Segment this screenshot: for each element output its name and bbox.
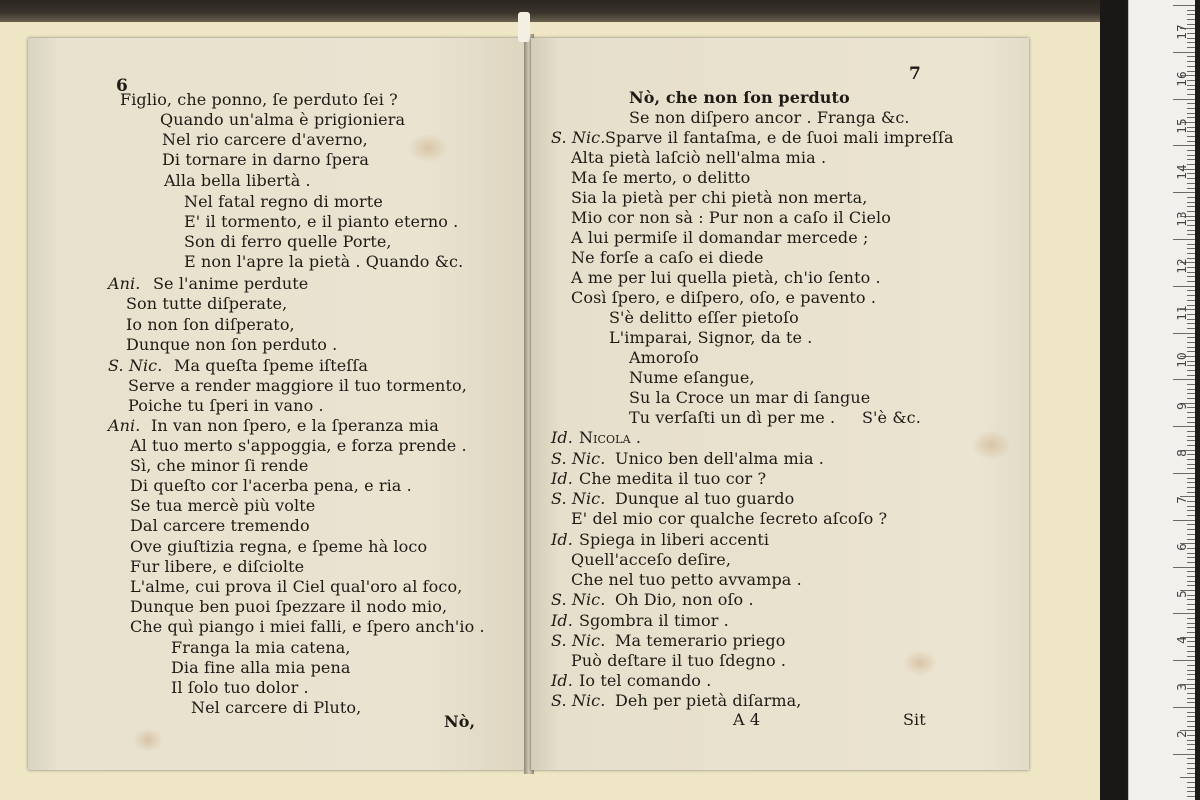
left-page: [28, 38, 526, 770]
page-number: 6: [116, 76, 128, 96]
ruler-tick: [1173, 520, 1195, 521]
ruler-tick: [1173, 5, 1195, 6]
ruler-number: 11: [1175, 305, 1189, 321]
ruler-tick: [1173, 473, 1195, 474]
ruler-number: 4: [1175, 636, 1189, 645]
speaker-label: Id.: [551, 611, 573, 630]
ruler-tick: [1173, 99, 1195, 100]
ruler-tick: [1187, 524, 1195, 525]
ruler-tick: [1187, 328, 1195, 329]
ruler-tick: [1187, 342, 1195, 343]
text-line: Nò, che non ſon perduto: [629, 88, 850, 107]
ruler-tick: [1187, 576, 1195, 577]
catchword: Nò,: [444, 712, 476, 731]
ruler-tick: [1173, 426, 1195, 427]
ruler-tick: [1187, 787, 1195, 788]
text-line: Sì, che minor ſi rende: [130, 456, 309, 475]
ruler-number: 16: [1175, 71, 1189, 87]
ruler-number: 12: [1175, 258, 1189, 274]
catchword: Sit: [903, 710, 926, 729]
text-line: Son di ferro quelle Porte,: [184, 232, 392, 251]
ruler-tick: [1187, 141, 1195, 142]
speaker-label: S. Nic.: [551, 449, 606, 468]
ruler-tick: [1187, 758, 1195, 759]
text-line: Son tutte diſperate,: [126, 294, 288, 313]
text-line: Amoroſo: [629, 348, 699, 367]
text-line: Sgombra il timor .: [579, 611, 729, 630]
text-line: Ove giuſtizia regna, e ſpeme hà loco: [130, 537, 428, 556]
ruler-tick: [1187, 155, 1195, 156]
ruler-tick: [1187, 618, 1195, 619]
ruler-tick: [1187, 248, 1195, 249]
ruler-tick: [1187, 436, 1195, 437]
text-line: A lui permiſe il domandar mercede ;: [571, 228, 869, 247]
speaker-label: Id.: [551, 671, 573, 690]
text-line: Dunque al tuo guardo: [615, 489, 795, 508]
text-line: Ma queſta ſpeme iſteſſa: [174, 356, 368, 375]
speaker-label: S. Nic.: [551, 489, 606, 508]
ruler-tick: [1187, 716, 1195, 717]
measuring-ruler: [1128, 0, 1195, 800]
text-line: Fur libere, e diſciolte: [130, 557, 305, 576]
top-shadow: [0, 0, 1110, 22]
text-line: E' del mio cor qualche ſecreto aſcoſo ?: [571, 509, 888, 528]
text-line: Il ſolo tuo dolor .: [171, 678, 309, 697]
text-line: Unico ben dell'alma mia .: [615, 449, 824, 468]
text-line: Al tuo merto s'appoggia, e forza prende .: [130, 436, 467, 455]
ruler-tick: [1187, 763, 1195, 764]
speaker-label: Ani.: [108, 416, 141, 435]
ruler-tick: [1173, 286, 1195, 287]
ruler-number: 13: [1175, 211, 1189, 227]
text-line: Figlio, che ponno, ſe perduto ſei ?: [120, 90, 398, 109]
ruler-tick: [1187, 768, 1195, 769]
ruler-tick: [1187, 796, 1195, 797]
binding-thread: [518, 12, 530, 42]
ruler-tick: [1187, 375, 1195, 376]
ruler-tick: [1187, 468, 1195, 469]
ruler-number: 3: [1175, 683, 1189, 692]
text-line: Nel fatal regno di morte: [184, 192, 383, 211]
ruler-number: 7: [1175, 496, 1189, 504]
ruler-tick: [1187, 281, 1195, 282]
text-line: Di queſto cor l'acerba pena, e ria .: [130, 476, 412, 495]
speaker-label: S. Nic.: [551, 691, 606, 710]
ruler-tick: [1187, 389, 1195, 390]
text-line: Sparve il fantaſma, e de ſuoi mali impreſſa: [605, 128, 954, 147]
ruler-tick: [1187, 384, 1195, 385]
ruler-tick: [1187, 197, 1195, 198]
text-line: Ne forſe a caſo ei diede: [571, 248, 764, 267]
text-line: Se tua mercè più volte: [130, 496, 316, 515]
ruler-number: 8: [1175, 449, 1189, 458]
ruler-tick: [1187, 300, 1195, 301]
ruler-tick: [1187, 623, 1195, 624]
text-line: Sia la pietà per chi pietà non merta,: [571, 188, 868, 207]
text-line: Serve a render maggiore il tuo tormento,: [128, 376, 467, 395]
text-line: Nicola .: [579, 428, 642, 447]
ruler-tick: [1187, 290, 1195, 291]
ruler-tick: [1187, 487, 1195, 488]
ruler-tick: [1187, 702, 1195, 703]
ruler-number: 10: [1175, 351, 1189, 368]
ruler-tick: [1187, 47, 1195, 48]
text-line: Così ſpero, e diſpero, oſo, e pavento .: [571, 288, 877, 307]
text-line: E' il tormento, e il pianto eterno .: [184, 212, 459, 231]
ruler-tick: [1187, 562, 1195, 563]
ruler-tick: [1173, 613, 1195, 614]
ruler-tick: [1187, 188, 1195, 189]
text-line: In van non ſpero, e la ſperanza mia: [151, 416, 439, 435]
speaker-label: S. Nic.: [551, 128, 606, 147]
speaker-label: Id.: [551, 530, 573, 549]
text-line: Ma ſe merto, o delitto: [571, 168, 751, 187]
ruler-tick: [1187, 10, 1195, 11]
ruler-tick: [1180, 777, 1195, 778]
speaker-label: Ani.: [108, 274, 141, 293]
ruler-tick: [1173, 192, 1195, 193]
ruler-tick: [1187, 609, 1195, 610]
text-line: Può deſtare il tuo ſdegno .: [571, 651, 787, 670]
ruler-tick: [1187, 103, 1195, 104]
text-line: Di tornare in darno ſpera: [162, 150, 370, 169]
ruler-tick: [1187, 791, 1195, 792]
text-line: Che nel tuo petto avvampa .: [571, 570, 802, 589]
text-line: Io non ſon diſperato,: [126, 315, 295, 334]
text-line: Poiche tu ſperi in vano .: [128, 396, 324, 415]
dark-background-strip: [1100, 0, 1126, 800]
text-line: Dunque ben puoi ſpezzare il nodo mio,: [130, 597, 448, 616]
text-line: Alta pietà laſciò nell'alma mia .: [571, 148, 827, 167]
ruler-number: 5: [1175, 589, 1189, 598]
speaker-label: Id.: [551, 469, 573, 488]
ruler-tick: [1187, 721, 1195, 722]
ruler-tick: [1187, 482, 1195, 483]
ruler-tick: [1187, 108, 1195, 109]
ruler-tick: [1173, 567, 1195, 568]
text-line: Mio cor non sà : Pur non a caſo il Cielo: [571, 208, 891, 227]
ruler-tick: [1187, 656, 1195, 657]
ruler-tick: [1187, 66, 1195, 67]
ruler-tick: [1187, 14, 1195, 15]
ruler-tick: [1187, 94, 1195, 95]
ruler-tick: [1187, 56, 1195, 57]
ruler-tick: [1187, 202, 1195, 203]
speaker-label: S. Nic.: [108, 356, 163, 375]
text-line: Spiega in liberi accenti: [579, 530, 770, 549]
ruler-tick: [1187, 150, 1195, 151]
ruler-tick: [1187, 431, 1195, 432]
speaker-label: Id.: [551, 428, 573, 447]
ruler-tick: [1187, 478, 1195, 479]
text-line: Se l'anime perdute: [153, 274, 309, 293]
ruler-tick: [1187, 347, 1195, 348]
ruler-tick: [1187, 529, 1195, 530]
ruler-tick: [1187, 19, 1195, 20]
ruler-tick: [1187, 749, 1195, 750]
ruler-tick: [1173, 707, 1195, 708]
ruler-tick: [1187, 665, 1195, 666]
ruler-tick: [1187, 581, 1195, 582]
ruler-tick: [1187, 113, 1195, 114]
ruler-tick: [1173, 145, 1195, 146]
page-number: 7: [909, 64, 921, 84]
ruler-tick: [1187, 244, 1195, 245]
text-line: Dia fine alla mia pena: [171, 658, 351, 677]
ruler-tick: [1187, 61, 1195, 62]
text-line: Dal carcere tremendo: [130, 516, 310, 535]
text-line: Alla bella libertà .: [164, 171, 311, 190]
text-line: Nume eſangue,: [629, 368, 755, 387]
text-line: Dunque non ſon perduto .: [126, 335, 338, 354]
ruler-tick: [1187, 773, 1195, 774]
ruler-tick: [1187, 515, 1195, 516]
right-page: [531, 38, 1029, 770]
text-line: Ma temerario priego: [615, 631, 786, 650]
ruler-number: 9: [1175, 402, 1189, 411]
text-line: E non l'apre la pietà . Quando &c.: [184, 252, 464, 271]
ruler-tick: [1187, 234, 1195, 235]
signature-mark: A 4: [733, 710, 761, 729]
ruler-tick: [1187, 295, 1195, 296]
text-line: Deh per pietà diſarma,: [615, 691, 802, 710]
text-line: Su la Croce un mar di ſangue: [629, 388, 871, 407]
text-line: S'è &c.: [862, 408, 921, 427]
speaker-label: S. Nic.: [551, 590, 606, 609]
text-line: Io tel comando .: [579, 671, 712, 690]
text-line: Nel carcere di Pluto,: [191, 698, 362, 717]
ruler-tick: [1187, 422, 1195, 423]
text-line: Oh Dio, non oſo .: [615, 590, 754, 609]
ruler-tick: [1173, 239, 1195, 240]
ruler-tick: [1173, 379, 1195, 380]
ruler-tick: [1187, 571, 1195, 572]
text-line: L'imparai, Signor, da te .: [609, 328, 813, 347]
ruler-tick: [1173, 52, 1195, 53]
text-line: L'alme, cui prova il Ciel qual'oro al foco,: [130, 577, 463, 596]
ruler-tick: [1187, 534, 1195, 535]
text-line: Tu verſaſti un dì per me .: [629, 408, 836, 427]
text-line: Franga la mia catena,: [171, 638, 351, 657]
ruler-tick: [1187, 253, 1195, 254]
text-line: Che quì piango i miei falli, e ſpero anch'io .: [130, 617, 485, 636]
ruler-tick: [1187, 670, 1195, 671]
ruler-number: 17: [1175, 24, 1189, 40]
ruler-number: 2: [1175, 730, 1189, 738]
ruler-number: 6: [1175, 542, 1189, 551]
ruler-tick: [1173, 754, 1195, 755]
ruler-tick: [1187, 337, 1195, 338]
ruler-tick: [1173, 660, 1195, 661]
ruler-number: 14: [1175, 164, 1189, 181]
ruler-tick: [1187, 782, 1195, 783]
text-line: Quell'acceſo deſire,: [571, 550, 732, 569]
speaker-label: S. Nic.: [551, 631, 606, 650]
ruler-tick: [1187, 712, 1195, 713]
text-line: Nel rio carcere d'averno,: [162, 130, 368, 149]
text-line: A me per lui quella pietà, ch'io ſento .: [571, 268, 881, 287]
ruler-number: 15: [1175, 117, 1189, 134]
text-line: Se non diſpero ancor . Franga &c.: [629, 108, 910, 127]
text-line: S'è delitto eſſer pietoſo: [609, 308, 799, 327]
text-line: Che medita il tuo cor ?: [579, 469, 767, 488]
ruler-tick: [1173, 333, 1195, 334]
text-line: Quando un'alma è prigioniera: [160, 110, 406, 129]
